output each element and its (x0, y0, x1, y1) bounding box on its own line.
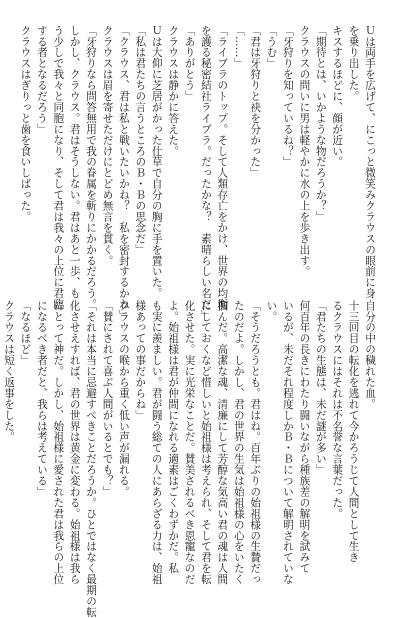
text-line: 「なるほど」 (19, 300, 32, 366)
text-line: を護る秘密結社ライブラ。だったかな？ 素晴らしい名だ」 (199, 25, 212, 321)
text-line: しかし、クラウス。君はそうしない。君はあと一歩、も (68, 25, 81, 299)
text-line: 「そうだろうとも。君はね。百年ぶりの始祖様の生贄だっ (249, 300, 262, 585)
top-text-block (17, 25, 378, 321)
text-line: 自分の中の穢れた血。 (364, 300, 376, 410)
text-line: いるが、未だそれ程度しかＢ・Ｂについて解明されていな (281, 300, 294, 585)
text-line: 「うむ」 (265, 25, 278, 69)
text-line: クラウスはぎりっと歯を食いしばった。 (19, 25, 32, 223)
text-line: う少しで我々と同胞になり、そして君は我々の上位に君臨 (52, 25, 65, 310)
text-line: るクラウスにはそれは不名誉な言葉だった。 (331, 300, 344, 519)
text-line: 何百年の長きにわたり闘いながら種族差の解明を試みて (298, 300, 311, 574)
text-line: 掴んだ。高潔な魂、清廉にして芳醇な気高い君の魂は人間 (216, 300, 229, 585)
text-line: にとって神だ。しかし、始祖様に愛された君は我らの上位 (52, 300, 65, 585)
text-line: 「クラウス、君は私と戦いたいかね？ 私を密封するかね」 (117, 25, 130, 321)
text-line: 化させた。実に光栄なことだ。賛美されるべき恩寵なのだ (183, 300, 196, 585)
text-line: 化させえすれば、君の世界は黄金に変わる。始祖様は我ら (68, 300, 81, 585)
text-line: 「君は牙狩りと袂を分かった」 (249, 25, 262, 179)
text-line: たのだよ。しかし、君の世界の生気は始祖様の心をいたく (232, 300, 245, 585)
bottom-text-block (1, 300, 378, 618)
text-line: 十三回目の転化を逃れて今かろうじて人間として生き (347, 300, 360, 563)
text-line: 「君たちの生態は、未だ謎が多い」 (314, 300, 327, 476)
text-line: よ。始祖様は君が仲間になれる適素はごくわずかだ。私 (167, 300, 180, 574)
text-line: にしておくなど惜しいと始祖様は考えられ、そして君を転 (199, 300, 212, 585)
text-line: も実に羨ましい。君が闘う総ての人にあらざる力は、始祖 (150, 300, 163, 585)
text-line: クラウスは眉を寄せただけにとどめ無言を貫く。 (101, 25, 114, 266)
text-line: 「牙狩りを知っているね？」 (281, 25, 294, 168)
text-line: クラウスは静かに答えた。 (167, 25, 180, 157)
text-line: 「……」 (232, 25, 245, 69)
text-line: になるべき者だと、我らは考えている」 (35, 300, 48, 498)
text-line: 「賛にされて喜ぶ人間がいるとでも？」 (101, 300, 114, 498)
text-line: い。 (265, 300, 278, 322)
text-line: クラウスは短く返事をした。 (3, 300, 16, 443)
text-line: 「私は君たちの言うところのＢ・Ｂの思念だ」 (134, 25, 147, 255)
text-line: クラウスの喉から重く低い声が漏れる。 (117, 300, 130, 498)
text-line: 「牙狩りなら問答無用で我の眷属を斬りにかかるだろう。 (85, 25, 98, 310)
text-line: する者となるだろう」 (35, 25, 48, 135)
text-line: 「期待とは、いかような物だろうか？」 (314, 25, 327, 223)
text-line: 「ありがとう」 (183, 25, 196, 102)
text-line: 「ライブラのトップ。そして人類存亡をかけ、世界の均衡 (216, 25, 229, 310)
text-line: キスするほどに、顔が近い。 (331, 25, 344, 168)
text-line: 「それは本当に忌避すべきことだろうか。ひとではなく最期の転 (85, 300, 98, 618)
text-line: クラウスの問いに男は軽やかに水の上を歩き出す。 (298, 25, 311, 277)
text-line: を乗り出した。 (347, 25, 360, 102)
text-line: 様あっての事だからね」 (134, 300, 147, 421)
text-line: Ｕは両手を広げて、にこっと微笑みクラウスの眼前に身 (364, 25, 376, 299)
text-line: Ｕは大仰に芝居がかった仕草で自分の胸に手を置いた。 (150, 25, 163, 299)
